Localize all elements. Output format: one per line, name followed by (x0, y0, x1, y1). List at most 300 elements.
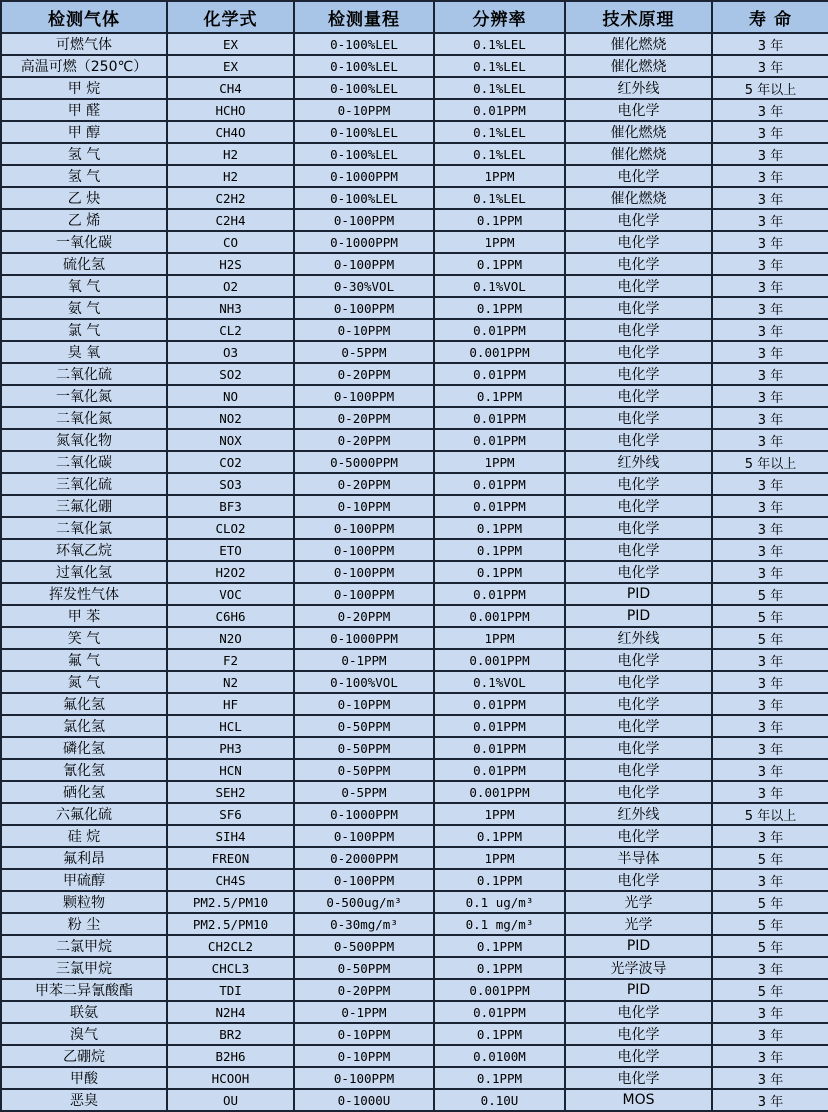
cell-lifespan: 3 年 (712, 121, 828, 143)
cell-formula: NO2 (167, 407, 294, 429)
cell-lifespan: 3 年 (712, 429, 828, 451)
cell-formula: CH4O (167, 121, 294, 143)
cell-gas-name: 可燃气体 (1, 33, 167, 55)
cell-lifespan: 3 年 (712, 363, 828, 385)
cell-range: 0-50PPM (294, 737, 434, 759)
cell-principle: 红外线 (565, 627, 712, 649)
cell-principle: 电化学 (565, 407, 712, 429)
cell-gas-name: 笑 气 (1, 627, 167, 649)
cell-range: 0-100PPM (294, 583, 434, 605)
cell-lifespan: 3 年 (712, 539, 828, 561)
cell-formula: VOC (167, 583, 294, 605)
cell-resolution: 0.01PPM (434, 99, 565, 121)
table-row (1, 341, 828, 363)
cell-gas-name: 甲苯二异氰酸酯 (1, 979, 167, 1001)
cell-formula: N2O (167, 627, 294, 649)
cell-principle: 电化学 (565, 341, 712, 363)
cell-gas-name: 三氧化硫 (1, 473, 167, 495)
table-row (1, 715, 828, 737)
cell-principle: PID (565, 979, 712, 1001)
cell-resolution: 0.01PPM (434, 737, 565, 759)
cell-resolution: 0.01PPM (434, 693, 565, 715)
cell-formula: HCHO (167, 99, 294, 121)
cell-formula: CH4 (167, 77, 294, 99)
cell-lifespan: 3 年 (712, 1045, 828, 1067)
cell-lifespan: 5 年 (712, 913, 828, 935)
cell-resolution: 0.01PPM (434, 473, 565, 495)
cell-formula: N2H4 (167, 1001, 294, 1023)
cell-range: 0-20PPM (294, 605, 434, 627)
table-row (1, 1045, 828, 1067)
cell-range: 0-10PPM (294, 1045, 434, 1067)
cell-gas-name: 氢 气 (1, 165, 167, 187)
cell-principle: 电化学 (565, 649, 712, 671)
cell-principle: MOS (565, 1089, 712, 1111)
cell-formula: SIH4 (167, 825, 294, 847)
cell-resolution: 0.01PPM (434, 715, 565, 737)
cell-resolution: 0.1 mg/m³ (434, 913, 565, 935)
cell-formula: TDI (167, 979, 294, 1001)
column-header-formula: 化学式 (167, 1, 294, 33)
cell-resolution: 0.1PPM (434, 539, 565, 561)
table-row (1, 671, 828, 693)
cell-resolution: 0.1PPM (434, 517, 565, 539)
table-row (1, 693, 828, 715)
cell-resolution: 0.1PPM (434, 253, 565, 275)
cell-range: 0-1000PPM (294, 231, 434, 253)
cell-resolution: 1PPM (434, 165, 565, 187)
cell-lifespan: 5 年 (712, 847, 828, 869)
cell-resolution: 0.0100M (434, 1045, 565, 1067)
cell-lifespan: 5 年 (712, 891, 828, 913)
cell-range: 0-100%LEL (294, 33, 434, 55)
cell-gas-name: 乙 炔 (1, 187, 167, 209)
cell-resolution: 0.10U (434, 1089, 565, 1111)
cell-formula: C6H6 (167, 605, 294, 627)
cell-range: 0-100PPM (294, 385, 434, 407)
cell-formula: CH4S (167, 869, 294, 891)
table-row (1, 605, 828, 627)
cell-principle: 光学 (565, 913, 712, 935)
cell-principle: 电化学 (565, 561, 712, 583)
cell-formula: PM2.5/PM10 (167, 891, 294, 913)
cell-lifespan: 5 年以上 (712, 77, 828, 99)
cell-principle: 电化学 (565, 869, 712, 891)
cell-formula: CH2CL2 (167, 935, 294, 957)
cell-gas-name: 二氧化硫 (1, 363, 167, 385)
table-row (1, 781, 828, 803)
cell-resolution: 1PPM (434, 231, 565, 253)
cell-lifespan: 3 年 (712, 1067, 828, 1089)
cell-gas-name: 一氧化碳 (1, 231, 167, 253)
cell-formula: EX (167, 55, 294, 77)
cell-range: 0-100%LEL (294, 143, 434, 165)
cell-range: 0-1000PPM (294, 165, 434, 187)
cell-formula: N2 (167, 671, 294, 693)
cell-resolution: 0.1%LEL (434, 77, 565, 99)
table-row (1, 957, 828, 979)
cell-gas-name: 乙硼烷 (1, 1045, 167, 1067)
cell-principle: 电化学 (565, 781, 712, 803)
cell-formula: OU (167, 1089, 294, 1111)
cell-gas-name: 二氯甲烷 (1, 935, 167, 957)
cell-range: 0-5PPM (294, 341, 434, 363)
cell-gas-name: 三氟化硼 (1, 495, 167, 517)
cell-range: 0-100%LEL (294, 121, 434, 143)
cell-range: 0-500PPM (294, 935, 434, 957)
cell-principle: 电化学 (565, 715, 712, 737)
cell-resolution: 0.1PPM (434, 1067, 565, 1089)
cell-principle: 电化学 (565, 319, 712, 341)
cell-resolution: 0.01PPM (434, 319, 565, 341)
cell-resolution: 0.1%VOL (434, 671, 565, 693)
cell-principle: 半导体 (565, 847, 712, 869)
cell-gas-name: 臭 氧 (1, 341, 167, 363)
cell-formula: PH3 (167, 737, 294, 759)
cell-principle: 红外线 (565, 803, 712, 825)
cell-range: 0-100PPM (294, 253, 434, 275)
cell-range: 0-1000PPM (294, 803, 434, 825)
cell-principle: 电化学 (565, 1067, 712, 1089)
cell-principle: 催化燃烧 (565, 55, 712, 77)
cell-formula: O3 (167, 341, 294, 363)
table-row (1, 583, 828, 605)
table-row (1, 627, 828, 649)
table-row (1, 253, 828, 275)
cell-lifespan: 3 年 (712, 297, 828, 319)
cell-gas-name: 氮 气 (1, 671, 167, 693)
table-row (1, 143, 828, 165)
cell-gas-name: 氮氧化物 (1, 429, 167, 451)
cell-principle: 电化学 (565, 275, 712, 297)
cell-formula: H2 (167, 143, 294, 165)
cell-principle: 红外线 (565, 451, 712, 473)
cell-resolution: 0.1PPM (434, 1023, 565, 1045)
cell-range: 0-100%LEL (294, 77, 434, 99)
table-row (1, 891, 828, 913)
cell-resolution: 0.1PPM (434, 957, 565, 979)
cell-resolution: 0.1%LEL (434, 55, 565, 77)
cell-principle: 电化学 (565, 1001, 712, 1023)
cell-lifespan: 3 年 (712, 693, 828, 715)
cell-lifespan: 3 年 (712, 737, 828, 759)
cell-gas-name: 氟 气 (1, 649, 167, 671)
cell-gas-name: 三氯甲烷 (1, 957, 167, 979)
cell-gas-name: 二氧化氯 (1, 517, 167, 539)
cell-range: 0-10PPM (294, 1023, 434, 1045)
cell-gas-name: 环氧乙烷 (1, 539, 167, 561)
cell-lifespan: 3 年 (712, 341, 828, 363)
cell-resolution: 0.01PPM (434, 583, 565, 605)
table-row (1, 561, 828, 583)
table-row (1, 187, 828, 209)
cell-formula: HCN (167, 759, 294, 781)
cell-lifespan: 3 年 (712, 649, 828, 671)
cell-principle: 催化燃烧 (565, 33, 712, 55)
cell-gas-name: 粉 尘 (1, 913, 167, 935)
cell-principle: 电化学 (565, 363, 712, 385)
cell-resolution: 0.1 ug/m³ (434, 891, 565, 913)
cell-range: 0-10PPM (294, 99, 434, 121)
cell-lifespan: 3 年 (712, 671, 828, 693)
cell-resolution: 0.01PPM (434, 429, 565, 451)
cell-range: 0-500ug/m³ (294, 891, 434, 913)
cell-range: 0-50PPM (294, 957, 434, 979)
table-row (1, 913, 828, 935)
cell-formula: CO2 (167, 451, 294, 473)
cell-formula: NH3 (167, 297, 294, 319)
cell-range: 0-10PPM (294, 693, 434, 715)
cell-formula: NOX (167, 429, 294, 451)
cell-resolution: 0.001PPM (434, 979, 565, 1001)
cell-lifespan: 3 年 (712, 275, 828, 297)
column-header-principle: 技术原理 (565, 1, 712, 33)
table-row (1, 319, 828, 341)
cell-principle: 电化学 (565, 693, 712, 715)
cell-lifespan: 3 年 (712, 957, 828, 979)
cell-range: 0-20PPM (294, 473, 434, 495)
table-row (1, 1001, 828, 1023)
cell-resolution: 0.1PPM (434, 825, 565, 847)
table-row (1, 429, 828, 451)
cell-principle: 电化学 (565, 231, 712, 253)
cell-principle: 催化燃烧 (565, 143, 712, 165)
cell-lifespan: 3 年 (712, 99, 828, 121)
cell-formula: SF6 (167, 803, 294, 825)
cell-lifespan: 3 年 (712, 869, 828, 891)
cell-formula: EX (167, 33, 294, 55)
table-row (1, 1089, 828, 1111)
cell-principle: 红外线 (565, 77, 712, 99)
cell-resolution: 0.001PPM (434, 341, 565, 363)
table-row (1, 165, 828, 187)
cell-gas-name: 高温可燃（250℃） (1, 55, 167, 77)
cell-resolution: 0.01PPM (434, 1001, 565, 1023)
cell-resolution: 0.1%LEL (434, 121, 565, 143)
cell-lifespan: 5 年 (712, 935, 828, 957)
cell-formula: HF (167, 693, 294, 715)
cell-lifespan: 5 年 (712, 627, 828, 649)
cell-range: 0-100PPM (294, 1067, 434, 1089)
cell-resolution: 1PPM (434, 627, 565, 649)
cell-resolution: 0.01PPM (434, 495, 565, 517)
cell-gas-name: 硫化氢 (1, 253, 167, 275)
cell-lifespan: 3 年 (712, 517, 828, 539)
cell-principle: 电化学 (565, 495, 712, 517)
cell-gas-name: 甲酸 (1, 1067, 167, 1089)
cell-range: 0-50PPM (294, 759, 434, 781)
cell-range: 0-5PPM (294, 781, 434, 803)
cell-range: 0-10PPM (294, 495, 434, 517)
table-row (1, 121, 828, 143)
cell-gas-name: 氧 气 (1, 275, 167, 297)
cell-range: 0-100PPM (294, 539, 434, 561)
cell-lifespan: 5 年 (712, 583, 828, 605)
cell-formula: CHCL3 (167, 957, 294, 979)
cell-gas-name: 过氧化氢 (1, 561, 167, 583)
cell-gas-name: 挥发性气体 (1, 583, 167, 605)
cell-lifespan: 3 年 (712, 187, 828, 209)
cell-lifespan: 5 年以上 (712, 803, 828, 825)
cell-principle: 电化学 (565, 1023, 712, 1045)
table-row (1, 407, 828, 429)
cell-principle: 催化燃烧 (565, 121, 712, 143)
cell-resolution: 0.1PPM (434, 935, 565, 957)
cell-principle: PID (565, 583, 712, 605)
cell-lifespan: 5 年以上 (712, 451, 828, 473)
cell-lifespan: 3 年 (712, 825, 828, 847)
cell-formula: O2 (167, 275, 294, 297)
cell-principle: 电化学 (565, 737, 712, 759)
cell-formula: PM2.5/PM10 (167, 913, 294, 935)
cell-principle: 电化学 (565, 429, 712, 451)
cell-lifespan: 3 年 (712, 385, 828, 407)
cell-lifespan: 3 年 (712, 759, 828, 781)
cell-principle: 光学 (565, 891, 712, 913)
cell-formula: SEH2 (167, 781, 294, 803)
cell-lifespan: 3 年 (712, 1023, 828, 1045)
cell-formula: SO2 (167, 363, 294, 385)
column-header-lifespan: 寿 命 (712, 1, 828, 33)
cell-resolution: 0.01PPM (434, 363, 565, 385)
table-row (1, 451, 828, 473)
cell-range: 0-20PPM (294, 979, 434, 1001)
cell-resolution: 0.1%LEL (434, 33, 565, 55)
table-row (1, 209, 828, 231)
cell-formula: BR2 (167, 1023, 294, 1045)
table-row (1, 385, 828, 407)
cell-lifespan: 3 年 (712, 231, 828, 253)
cell-principle: 电化学 (565, 473, 712, 495)
cell-gas-name: 一氧化氮 (1, 385, 167, 407)
cell-resolution: 0.001PPM (434, 649, 565, 671)
cell-range: 0-2000PPM (294, 847, 434, 869)
cell-formula: CLO2 (167, 517, 294, 539)
cell-resolution: 0.01PPM (434, 759, 565, 781)
table-body (1, 33, 828, 1111)
header-row (1, 1, 828, 33)
cell-range: 0-30mg/m³ (294, 913, 434, 935)
cell-range: 0-100PPM (294, 869, 434, 891)
cell-lifespan: 5 年 (712, 979, 828, 1001)
cell-lifespan: 3 年 (712, 715, 828, 737)
cell-principle: PID (565, 605, 712, 627)
cell-formula: CO (167, 231, 294, 253)
table-row (1, 99, 828, 121)
cell-resolution: 0.1%LEL (434, 143, 565, 165)
cell-gas-name: 硅 烷 (1, 825, 167, 847)
table-row (1, 55, 828, 77)
cell-range: 0-50PPM (294, 715, 434, 737)
cell-range: 0-1000PPM (294, 627, 434, 649)
cell-formula: C2H4 (167, 209, 294, 231)
cell-resolution: 0.1PPM (434, 209, 565, 231)
cell-gas-name: 氟利昂 (1, 847, 167, 869)
cell-gas-name: 二氧化碳 (1, 451, 167, 473)
cell-formula: HCOOH (167, 1067, 294, 1089)
table-row (1, 759, 828, 781)
cell-gas-name: 溴气 (1, 1023, 167, 1045)
cell-principle: 电化学 (565, 297, 712, 319)
cell-lifespan: 3 年 (712, 473, 828, 495)
cell-gas-name: 甲 烷 (1, 77, 167, 99)
cell-lifespan: 3 年 (712, 1089, 828, 1111)
cell-principle: PID (565, 935, 712, 957)
table-row (1, 33, 828, 55)
cell-lifespan: 3 年 (712, 495, 828, 517)
cell-range: 0-20PPM (294, 429, 434, 451)
cell-lifespan: 3 年 (712, 55, 828, 77)
cell-gas-name: 氰化氢 (1, 759, 167, 781)
cell-formula: F2 (167, 649, 294, 671)
cell-gas-name: 恶臭 (1, 1089, 167, 1111)
table-row (1, 649, 828, 671)
cell-range: 0-20PPM (294, 407, 434, 429)
cell-principle: 电化学 (565, 825, 712, 847)
table-row (1, 275, 828, 297)
table-row (1, 363, 828, 385)
cell-range: 0-100%VOL (294, 671, 434, 693)
cell-resolution: 0.1PPM (434, 869, 565, 891)
cell-resolution: 0.01PPM (434, 407, 565, 429)
cell-gas-name: 氯化氢 (1, 715, 167, 737)
table-row (1, 539, 828, 561)
cell-principle: 电化学 (565, 539, 712, 561)
cell-resolution: 0.1%LEL (434, 187, 565, 209)
cell-formula: BF3 (167, 495, 294, 517)
cell-resolution: 1PPM (434, 451, 565, 473)
cell-gas-name: 颗粒物 (1, 891, 167, 913)
cell-principle: 电化学 (565, 517, 712, 539)
cell-gas-name: 甲 苯 (1, 605, 167, 627)
cell-formula: NO (167, 385, 294, 407)
cell-lifespan: 3 年 (712, 143, 828, 165)
cell-lifespan: 3 年 (712, 33, 828, 55)
table-row (1, 473, 828, 495)
cell-gas-name: 氢 气 (1, 143, 167, 165)
cell-range: 0-1PPM (294, 649, 434, 671)
table-row (1, 803, 828, 825)
cell-range: 0-5000PPM (294, 451, 434, 473)
cell-range: 0-20PPM (294, 363, 434, 385)
cell-range: 0-100PPM (294, 297, 434, 319)
cell-formula: B2H6 (167, 1045, 294, 1067)
cell-lifespan: 3 年 (712, 561, 828, 583)
table-row (1, 231, 828, 253)
cell-gas-name: 氨 气 (1, 297, 167, 319)
cell-principle: 电化学 (565, 99, 712, 121)
table-row (1, 847, 828, 869)
cell-resolution: 1PPM (434, 847, 565, 869)
cell-lifespan: 5 年 (712, 605, 828, 627)
cell-gas-name: 二氧化氮 (1, 407, 167, 429)
cell-principle: 电化学 (565, 253, 712, 275)
column-header-gas-name: 检测气体 (1, 1, 167, 33)
table-row (1, 979, 828, 1001)
cell-resolution: 0.001PPM (434, 781, 565, 803)
cell-range: 0-10PPM (294, 319, 434, 341)
cell-range: 0-100PPM (294, 209, 434, 231)
cell-lifespan: 3 年 (712, 319, 828, 341)
cell-lifespan: 3 年 (712, 165, 828, 187)
cell-formula: FREON (167, 847, 294, 869)
cell-gas-name: 六氟化硫 (1, 803, 167, 825)
cell-lifespan: 3 年 (712, 1001, 828, 1023)
table-row (1, 77, 828, 99)
cell-gas-name: 甲 醛 (1, 99, 167, 121)
cell-formula: SO3 (167, 473, 294, 495)
cell-formula: H2O2 (167, 561, 294, 583)
